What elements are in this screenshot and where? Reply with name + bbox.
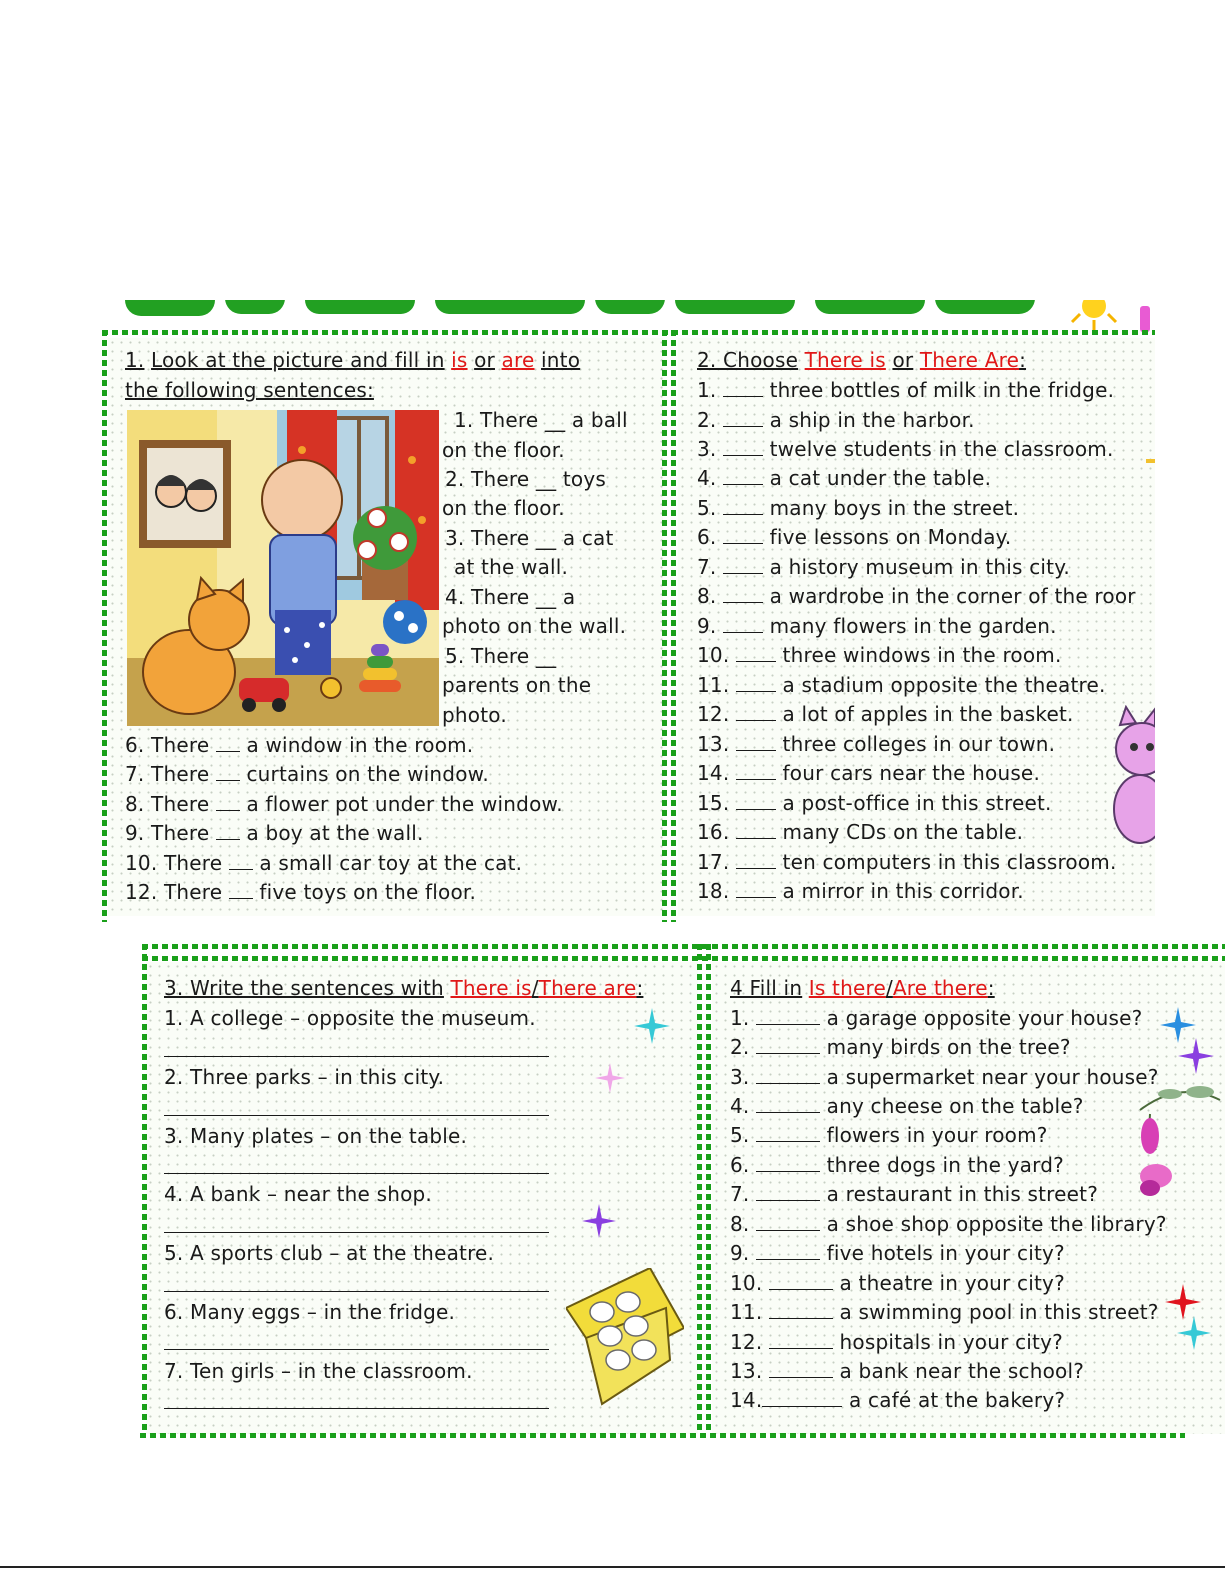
border-divider-a <box>662 330 667 922</box>
exercise-4-item: 5. flowers in your room? <box>730 1123 1048 1147</box>
border-top-b <box>142 956 1225 961</box>
border-bottom <box>140 1433 1185 1438</box>
border-divider-b <box>706 944 711 1434</box>
exercise-4-item: 3. a supermarket near your house? <box>730 1065 1159 1089</box>
border-divider-a <box>697 944 702 1434</box>
exercise-1-title-line2: the following sentences: <box>125 378 374 402</box>
side-line: photo on the wall. <box>442 614 627 638</box>
yellow-sparkle-fragment <box>1146 459 1155 463</box>
exercise-1-item: 12. There five toys on the floor. <box>125 880 477 904</box>
sun-icon <box>1068 300 1120 332</box>
answer-line[interactable] <box>164 1408 549 1409</box>
exercise-3-item: 7. Ten girls – in the classroom. <box>164 1359 473 1383</box>
pink-corner-decoration <box>1140 306 1150 332</box>
exercise-2-item: 3. twelve students in the classroom. <box>697 437 1114 461</box>
exercise-2-item: 9. many flowers in the garden. <box>697 614 1057 638</box>
exercise-1-lines <box>125 733 655 913</box>
side-line: parents on the <box>442 673 592 697</box>
exercise-4-item: 7. a restaurant in this street? <box>730 1182 1099 1206</box>
exercise-3-item: 6. Many eggs – in the fridge. <box>164 1300 456 1324</box>
exercise-3-item: 1. A college – opposite the museum. <box>164 1006 536 1030</box>
border-divider-b <box>671 330 676 922</box>
egg-carton-illustration <box>566 1268 684 1408</box>
exercise-3-item: 2. Three parks – in this city. <box>164 1065 445 1089</box>
exercise-4-item: 4. any cheese on the table? <box>730 1094 1084 1118</box>
exercise-2-item: 4. a cat under the table. <box>697 466 992 490</box>
answer-line[interactable] <box>164 1115 549 1116</box>
exercise-1-side-text <box>442 408 657 738</box>
exercise-2-item: 12. a lot of apples in the basket. <box>697 702 1074 726</box>
exercise-2-item: 13. three colleges in our town. <box>697 732 1056 756</box>
side-line: 5. There __ <box>445 644 557 668</box>
kitten-illustration <box>1100 705 1155 845</box>
side-line: at the wall. <box>454 555 569 579</box>
border-left <box>142 944 147 1434</box>
page-bottom-rule <box>0 1566 1225 1568</box>
answer-line[interactable] <box>164 1056 549 1057</box>
exercise-4-item: 1. a garage opposite your house? <box>730 1006 1143 1030</box>
exercise-4-item: 14. a café at the bakery? <box>730 1388 1066 1412</box>
picture-illustration <box>127 410 439 726</box>
answer-line[interactable] <box>164 1232 549 1233</box>
exercise-2-item: 1. three bottles of milk in the fridge. <box>697 378 1115 402</box>
exercise-4-item: 2. many birds on the tree? <box>730 1035 1071 1059</box>
exercise-4 <box>730 976 1190 1426</box>
side-line: photo. <box>442 703 507 727</box>
sparkle-icon <box>582 1204 616 1238</box>
exercise-2-item: 8. a wardrobe in the corner of the roor <box>697 584 1136 608</box>
cropped-header-decoration <box>115 300 1035 322</box>
exercise-2-item: 5. many boys in the street. <box>697 496 1020 520</box>
exercise-2-item: 2. a ship in the harbor. <box>697 408 975 432</box>
answer-line[interactable] <box>164 1173 549 1174</box>
exercise-4-item: 11. a swimming pool in this street? <box>730 1300 1159 1324</box>
exercise-2-item: 7. a history museum in this city. <box>697 555 1070 579</box>
exercise-2-item: 18. a mirror in this corridor. <box>697 879 1024 903</box>
exercise-1-item: 9. There a boy at the wall. <box>125 821 424 845</box>
exercise-2-item: 15. a post-office in this street. <box>697 791 1052 815</box>
exercise-1-item: 10. There a small car toy at the cat. <box>125 851 523 875</box>
exercise-2-item: 10. three windows in the room. <box>697 643 1062 667</box>
side-line: on the floor. <box>442 496 565 520</box>
exercise-1-item: 8. There a flower pot under the window. <box>125 792 563 816</box>
exercise-4-item: 12. hospitals in your city? <box>730 1330 1063 1354</box>
sparkle-icon <box>634 1008 670 1044</box>
border-top <box>102 330 1155 335</box>
exercise-2-title: 2. Choose There is or There Are: <box>697 348 1027 372</box>
exercise-2-item: 6. five lessons on Monday. <box>697 525 1012 549</box>
exercise-4-item: 9. five hotels in your city? <box>730 1241 1065 1265</box>
exercise-4-item: 6. three dogs in the yard? <box>730 1153 1064 1177</box>
answer-line[interactable] <box>164 1291 549 1292</box>
side-line: 2. There __ toys <box>445 467 606 491</box>
side-line: on the floor. <box>442 438 565 462</box>
border-left <box>102 330 107 922</box>
exercise-4-item: 10. a theatre in your city? <box>730 1271 1065 1295</box>
exercise-3-item: 4. A bank – near the shop. <box>164 1182 432 1206</box>
exercise-1-title: 1. Look at the picture and fill in is or are into <box>125 348 581 372</box>
side-line: 3. There __ a cat <box>445 526 614 550</box>
side-line: 4. There __ a <box>445 585 576 609</box>
exercise-3-item: 5. A sports club – at the theatre. <box>164 1241 495 1265</box>
exercise-3-item: 3. Many plates – on the table. <box>164 1124 468 1148</box>
exercise-1-item: 6. There a window in the room. <box>125 733 474 757</box>
exercise-2-item: 11. a stadium opposite the theatre. <box>697 673 1106 697</box>
exercise-4-title: 4 Fill in Is there/Are there: <box>730 976 995 1000</box>
exercise-4-item: 8. a shoe shop opposite the library? <box>730 1212 1167 1236</box>
exercise-4-item: 13. a bank near the school? <box>730 1359 1085 1383</box>
exercise-2-item: 17. ten computers in this classroom. <box>697 850 1117 874</box>
exercise-1-item: 7. There curtains on the window. <box>125 762 489 786</box>
border-top-a <box>142 944 1225 949</box>
exercise-2 <box>697 348 1152 918</box>
exercise-2-item: 14. four cars near the house. <box>697 761 1040 785</box>
side-line: 1. There __ a ball <box>454 408 628 432</box>
answer-line[interactable] <box>164 1349 549 1350</box>
exercise-2-item: 16. many CDs on the table. <box>697 820 1024 844</box>
sparkle-icon <box>595 1063 625 1093</box>
exercise-3-title: 3. Write the sentences with There is/There are: <box>164 976 644 1000</box>
